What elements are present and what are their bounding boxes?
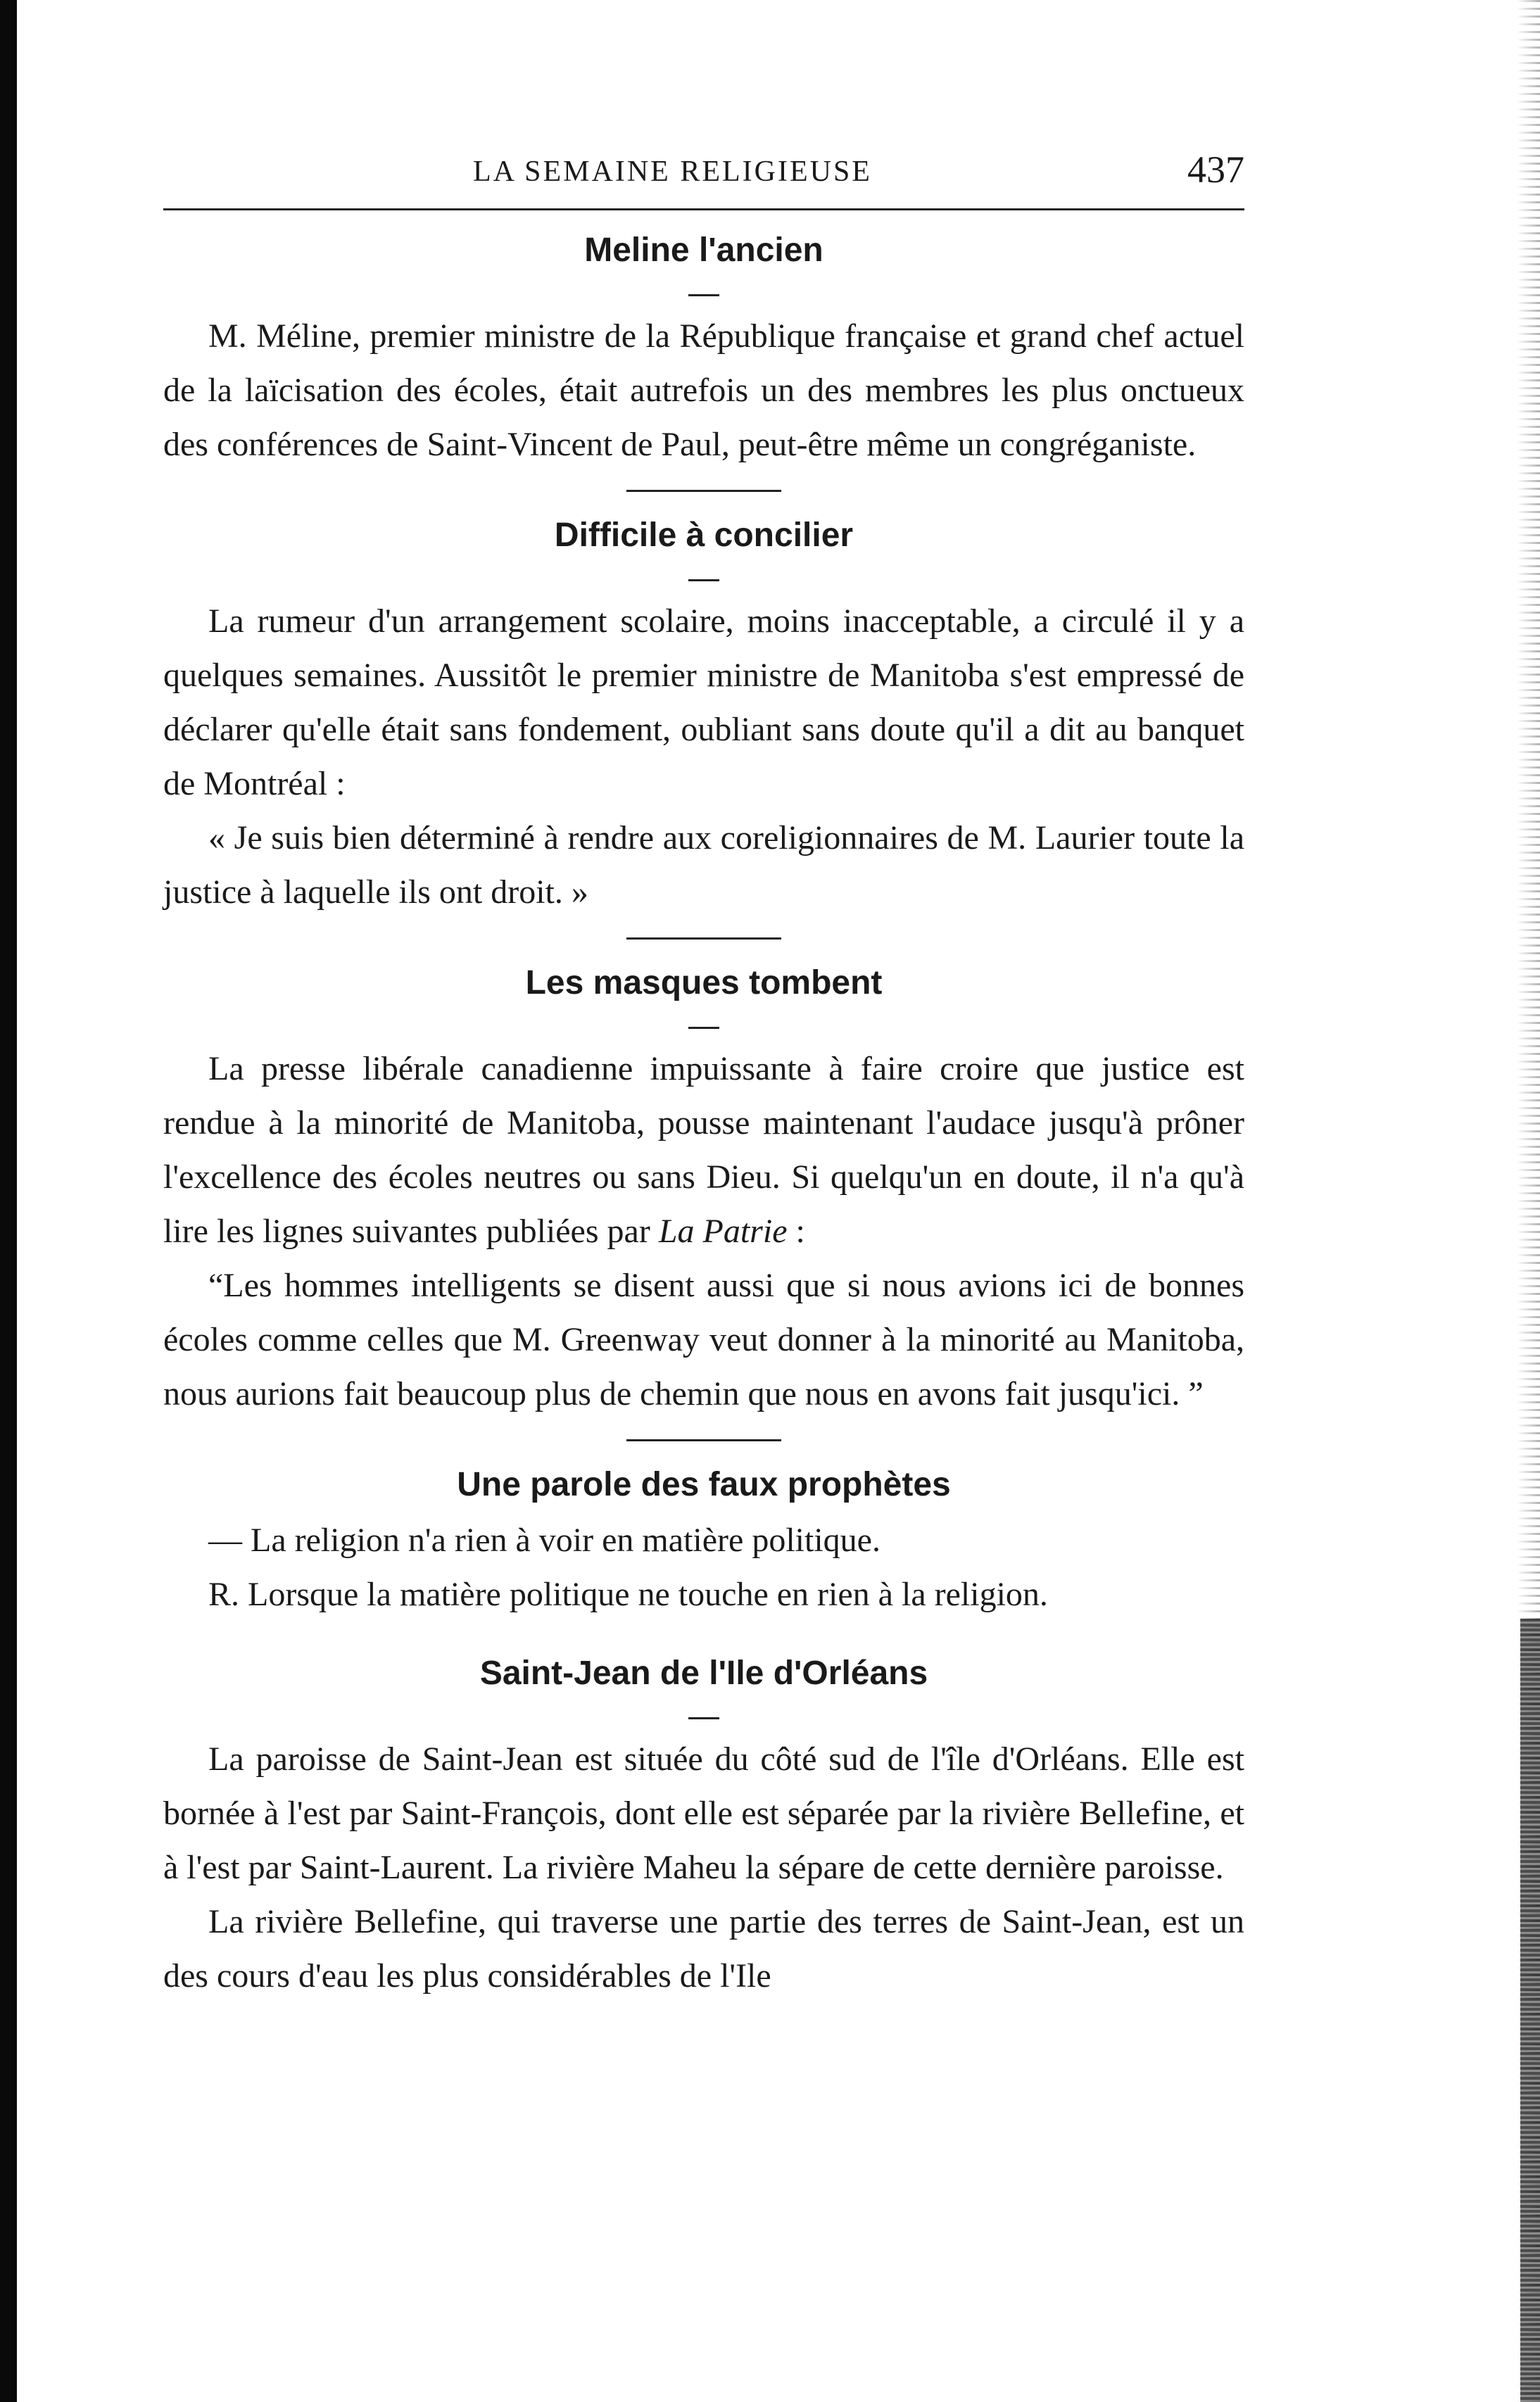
paragraph [163, 1042, 1244, 1258]
page-body [163, 227, 1244, 2003]
paragraph: — La religion n'a rien à voir en matière politique. [208, 1522, 881, 1559]
section-separator [626, 490, 781, 492]
title-dash [688, 1717, 719, 1719]
paragraph-text-end: : [787, 1213, 805, 1250]
quotation: « Je suis bien déterminé à rendre aux coreligionnaires de M. Laurier toute la justice à laquelle ils ont droit. » [163, 819, 1244, 911]
section-title: Saint-Jean de l'Ile d'Orléans [479, 1655, 928, 1692]
title-dash [688, 294, 719, 296]
section-faux-prophetes [163, 1461, 1244, 1622]
title-dash [688, 1027, 719, 1029]
section-title: Meline l'ancien [584, 232, 823, 269]
running-head [163, 141, 1244, 204]
section-title: Difficile à concilier [554, 517, 854, 554]
quotation: “Les hommes intelligents se disent aussi que si nous avions ici de bonnes écoles comme celles que M. Greenway veut donner à la minorité au Manitoba, nous aurions fait beaucoup plus de chemin que nous en avons fait jusqu'ici. ” [163, 1267, 1244, 1412]
section-separator [626, 1439, 781, 1441]
paragraph: R. Lorsque la matière politique ne touche en rien à la religion. [208, 1576, 1048, 1613]
paragraph: La rivière Bellefine, qui traverse une partie des terres de Saint-Jean, est un des cours d'eau les plus considérables de l'Ile [163, 1903, 1244, 1995]
title-dash [688, 579, 719, 581]
paragraph: M. Méline, premier ministre de la République française et grand chef actuel de la laïcisation des écoles, était autrefois un des membres les plus onctueux des conférences de Saint-Vincent de Paul, peut-être même un congréganiste. [163, 317, 1244, 463]
section-meline [163, 227, 1244, 472]
section-title: Une parole des faux prophètes [457, 1466, 951, 1503]
section-saint-jean [163, 1650, 1244, 2003]
binding-shadow [0, 0, 17, 2402]
paragraph-text: La presse libérale canadienne impuissante à faire croire que justice est rendue à la minorité de Manitoba, pousse maintenant l'audace jusqu'à prôner l'excellence des écoles neutres ou sans Dieu. Si quelqu'un en doute, il n'a qu'à lire les lignes suivantes publiées par [163, 1050, 1244, 1250]
page-number: 437 [1187, 148, 1244, 191]
newspaper-title: La Patrie [658, 1213, 788, 1250]
section-difficile [163, 512, 1244, 919]
paragraph: La paroisse de Saint-Jean est située du côté sud de l'île d'Orléans. Elle est bornée à l'est par Saint-François, dont elle est séparée par la rivière Bellefine, et à l'est par Saint-Laurent. La rivière Maheu la sépare de cette dernière paroisse. [163, 1740, 1244, 1886]
section-title: Les masques tombent [525, 964, 883, 1001]
section-masques [163, 959, 1244, 1421]
paragraph: La rumeur d'un arrangement scolaire, moins inacceptable, a circulé il y a quelques semaines. Aussitôt le premier ministre de Manitoba s'est empressé de déclarer qu'elle était sans fondement, oubliant sans doute qu'il a dit au banquet de Montréal : [163, 602, 1244, 802]
header-rule [163, 208, 1244, 210]
page-edge-dense-shadow [1520, 1619, 1540, 2402]
running-title: LA SEMAINE RELIGIEUSE [473, 156, 872, 188]
section-separator [626, 937, 781, 940]
